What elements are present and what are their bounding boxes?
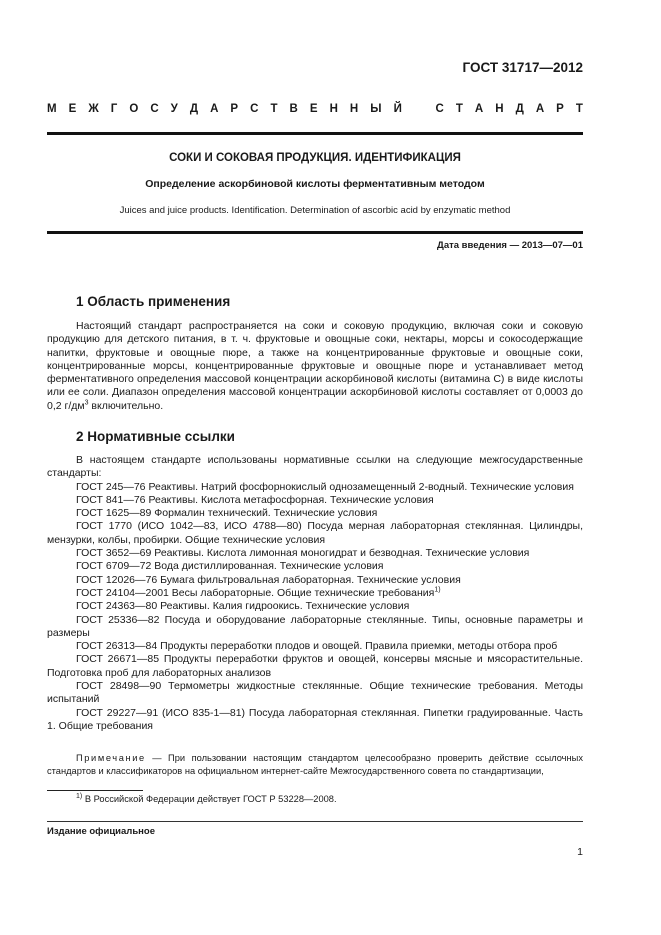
header-rule: [47, 132, 583, 135]
edition-label: Издание официальное: [47, 826, 155, 837]
standard-type-letter: Т: [270, 103, 278, 115]
document-title: СОКИ И СОКОВАЯ ПРОДУКЦИЯ. ИДЕНТИФИКАЦИЯ: [169, 152, 461, 164]
standard-type-heading: [47, 103, 583, 115]
reference-item: [47, 574, 583, 587]
unit-superscript: 3: [84, 399, 89, 407]
document-subtitle: Определение аскорбиновой кислоты ферментативным методом: [145, 178, 485, 190]
standard-type-letter: А: [474, 103, 484, 115]
section-2-heading: 2 Нормативные ссылки: [76, 429, 235, 444]
standard-type-letter: Р: [230, 103, 239, 115]
reference-item: [47, 481, 583, 494]
note: [47, 752, 583, 778]
reference-text: ГОСТ 245—76 Реактивы. Натрий фосфорнокислый однозамещенный 2-водный. Технические условия: [76, 480, 574, 493]
standard-type-letter: Т: [455, 103, 463, 115]
reference-text: ГОСТ 6709—72 Вода дистиллированная. Технические условия: [76, 560, 384, 573]
reference-text: ГОСТ 1770 (ИСО 1042—83, ИСО 4788—80) Посуда мерная лабораторная стеклянная. Цилиндры, мензурки, колбы, пробирки. Общие технические условия: [47, 520, 583, 546]
reference-item: [47, 587, 583, 600]
reference-item: [47, 560, 583, 573]
standard-type-letter: Н: [349, 103, 359, 115]
normative-references: [47, 454, 583, 733]
reference-text: ГОСТ 3652—69 Реактивы. Кислота лимонная моногидрат и безводная. Технические условия: [76, 547, 530, 560]
reference-text: ГОСТ 24363—80 Реактивы. Калия гидроокись. Технические условия: [76, 600, 410, 613]
reference-text: ГОСТ 25336—82 Посуда и оборудование лабораторные стеклянные. Типы, основные параметры и размеры: [47, 613, 583, 639]
reference-item: [47, 680, 583, 707]
standard-type-letter: Й: [393, 103, 402, 115]
standard-type-letter: Т: [575, 103, 583, 115]
reference-text: ГОСТ 1625—89 Формалин технический. Технические условия: [76, 507, 378, 520]
standard-type-letter: С: [150, 103, 159, 115]
standard-type-letter: О: [129, 103, 139, 115]
section-1-text: [47, 320, 583, 413]
standard-type-letter: Е: [309, 103, 318, 115]
note-text: — При пользовании настоящим стандартом целесообразно проверить действие ссылочных стандартов и классификаторов на официальном интернет-сайте Межгосударственного совета по стандартизации,: [47, 753, 583, 776]
standard-type-letter: [414, 103, 424, 115]
standard-type-letter: Д: [189, 103, 199, 115]
standard-type-letter: У: [170, 103, 178, 115]
reference-text: ГОСТ 28498—90 Термометры жидкостные стеклянные. Общие технические требования. Методы испытаний: [47, 680, 583, 706]
note-label: Примечание: [76, 753, 146, 763]
footnote-rule: [47, 790, 143, 791]
reference-item: [47, 520, 583, 547]
reference-text: ГОСТ 26671—85 Продукты переработки фруктов и овощей, консервы мясные и мясорастительные. Подготовка проб для лабораторных анализов: [47, 653, 583, 679]
reference-text: ГОСТ 26313—84 Продукты переработки плодов и овощей. Правила приемки, методы отбора проб: [76, 640, 558, 653]
standard-type-letter: А: [210, 103, 219, 115]
standard-type-letter: С: [250, 103, 259, 115]
reference-item: [47, 507, 583, 520]
footnote: [76, 794, 337, 804]
reference-text: ГОСТ 841—76 Реактивы. Кислота метафосфорная. Технические условия: [76, 493, 434, 506]
reference-item: [47, 640, 583, 653]
standard-type-letter: Н: [329, 103, 338, 115]
reference-text: ГОСТ 24104—2001 Весы лабораторные. Общие технические требования: [76, 586, 435, 599]
standard-type-letter: А: [535, 103, 545, 115]
reference-footnote-mark: 1): [434, 586, 441, 594]
reference-item: [47, 614, 583, 641]
references-intro: В настоящем стандарте использованы нормативные ссылки на следующие межгосударственные стандарты:: [47, 454, 583, 480]
document-code: ГОСТ 31717—2012: [462, 60, 583, 75]
reference-item: [47, 494, 583, 507]
footnote-mark: 1): [76, 792, 83, 800]
standard-type-letter: В: [289, 103, 298, 115]
footnote-text: В Российской Федерации действует ГОСТ Р 53228—2008.: [82, 794, 337, 804]
scope-text: Настоящий стандарт распространяется на соки и соковую продукцию, включая соки и соковую продукцию для детского питания, в т. ч. фруктовые и овощные соки, нектары, морсы и сокосодержащие напитки, фруктовые и овощные пюре, а также на концентрированные фруктовые и овощные соки, концентрированные морсы, концентрированные фруктовые и овощные пюре и устанавливает метод ферментативного определения массовой концентрации аскорбиновой кислоты (витамина С) в виде кислоты или ее соли. Диапазон определения массовой концентрации аскорбиновой кислоты составляет от 0,0003 до 0,2 г/дм: [47, 320, 583, 412]
standard-type-letter: С: [435, 103, 444, 115]
title-rule: [47, 231, 583, 234]
reference-item: [47, 653, 583, 680]
reference-text: ГОСТ 12026—76 Бумага фильтровальная лабораторная. Технические условия: [76, 573, 461, 586]
page-number: 1: [577, 846, 583, 858]
standard-type-letter: Ы: [370, 103, 382, 115]
reference-text: ГОСТ 29227—91 (ИСО 835-1—81) Посуда лабораторная стеклянная. Пипетки градуированные. Часть 1. Общие требования: [47, 706, 583, 732]
standard-type-letter: Н: [495, 103, 504, 115]
standard-type-letter: Ж: [88, 103, 99, 115]
reference-item: [47, 600, 583, 613]
footer-rule: [47, 821, 583, 822]
standard-type-letter: М: [47, 103, 57, 115]
reference-item: [47, 547, 583, 560]
standard-type-letter: Е: [68, 103, 77, 115]
scope-text-end: включительно.: [88, 399, 164, 412]
reference-item: [47, 707, 583, 734]
references-list: [47, 481, 583, 734]
introduction-date: Дата введения — 2013—07—01: [437, 240, 583, 251]
standard-type-letter: Р: [556, 103, 564, 115]
section-1-heading: 1 Область применения: [76, 294, 231, 309]
standard-type-letter: Д: [515, 103, 524, 115]
document-title-english: Juices and juice products. Identification. Determination of ascorbic acid by enzymatic method: [119, 205, 511, 216]
standard-type-letter: Г: [110, 103, 118, 115]
